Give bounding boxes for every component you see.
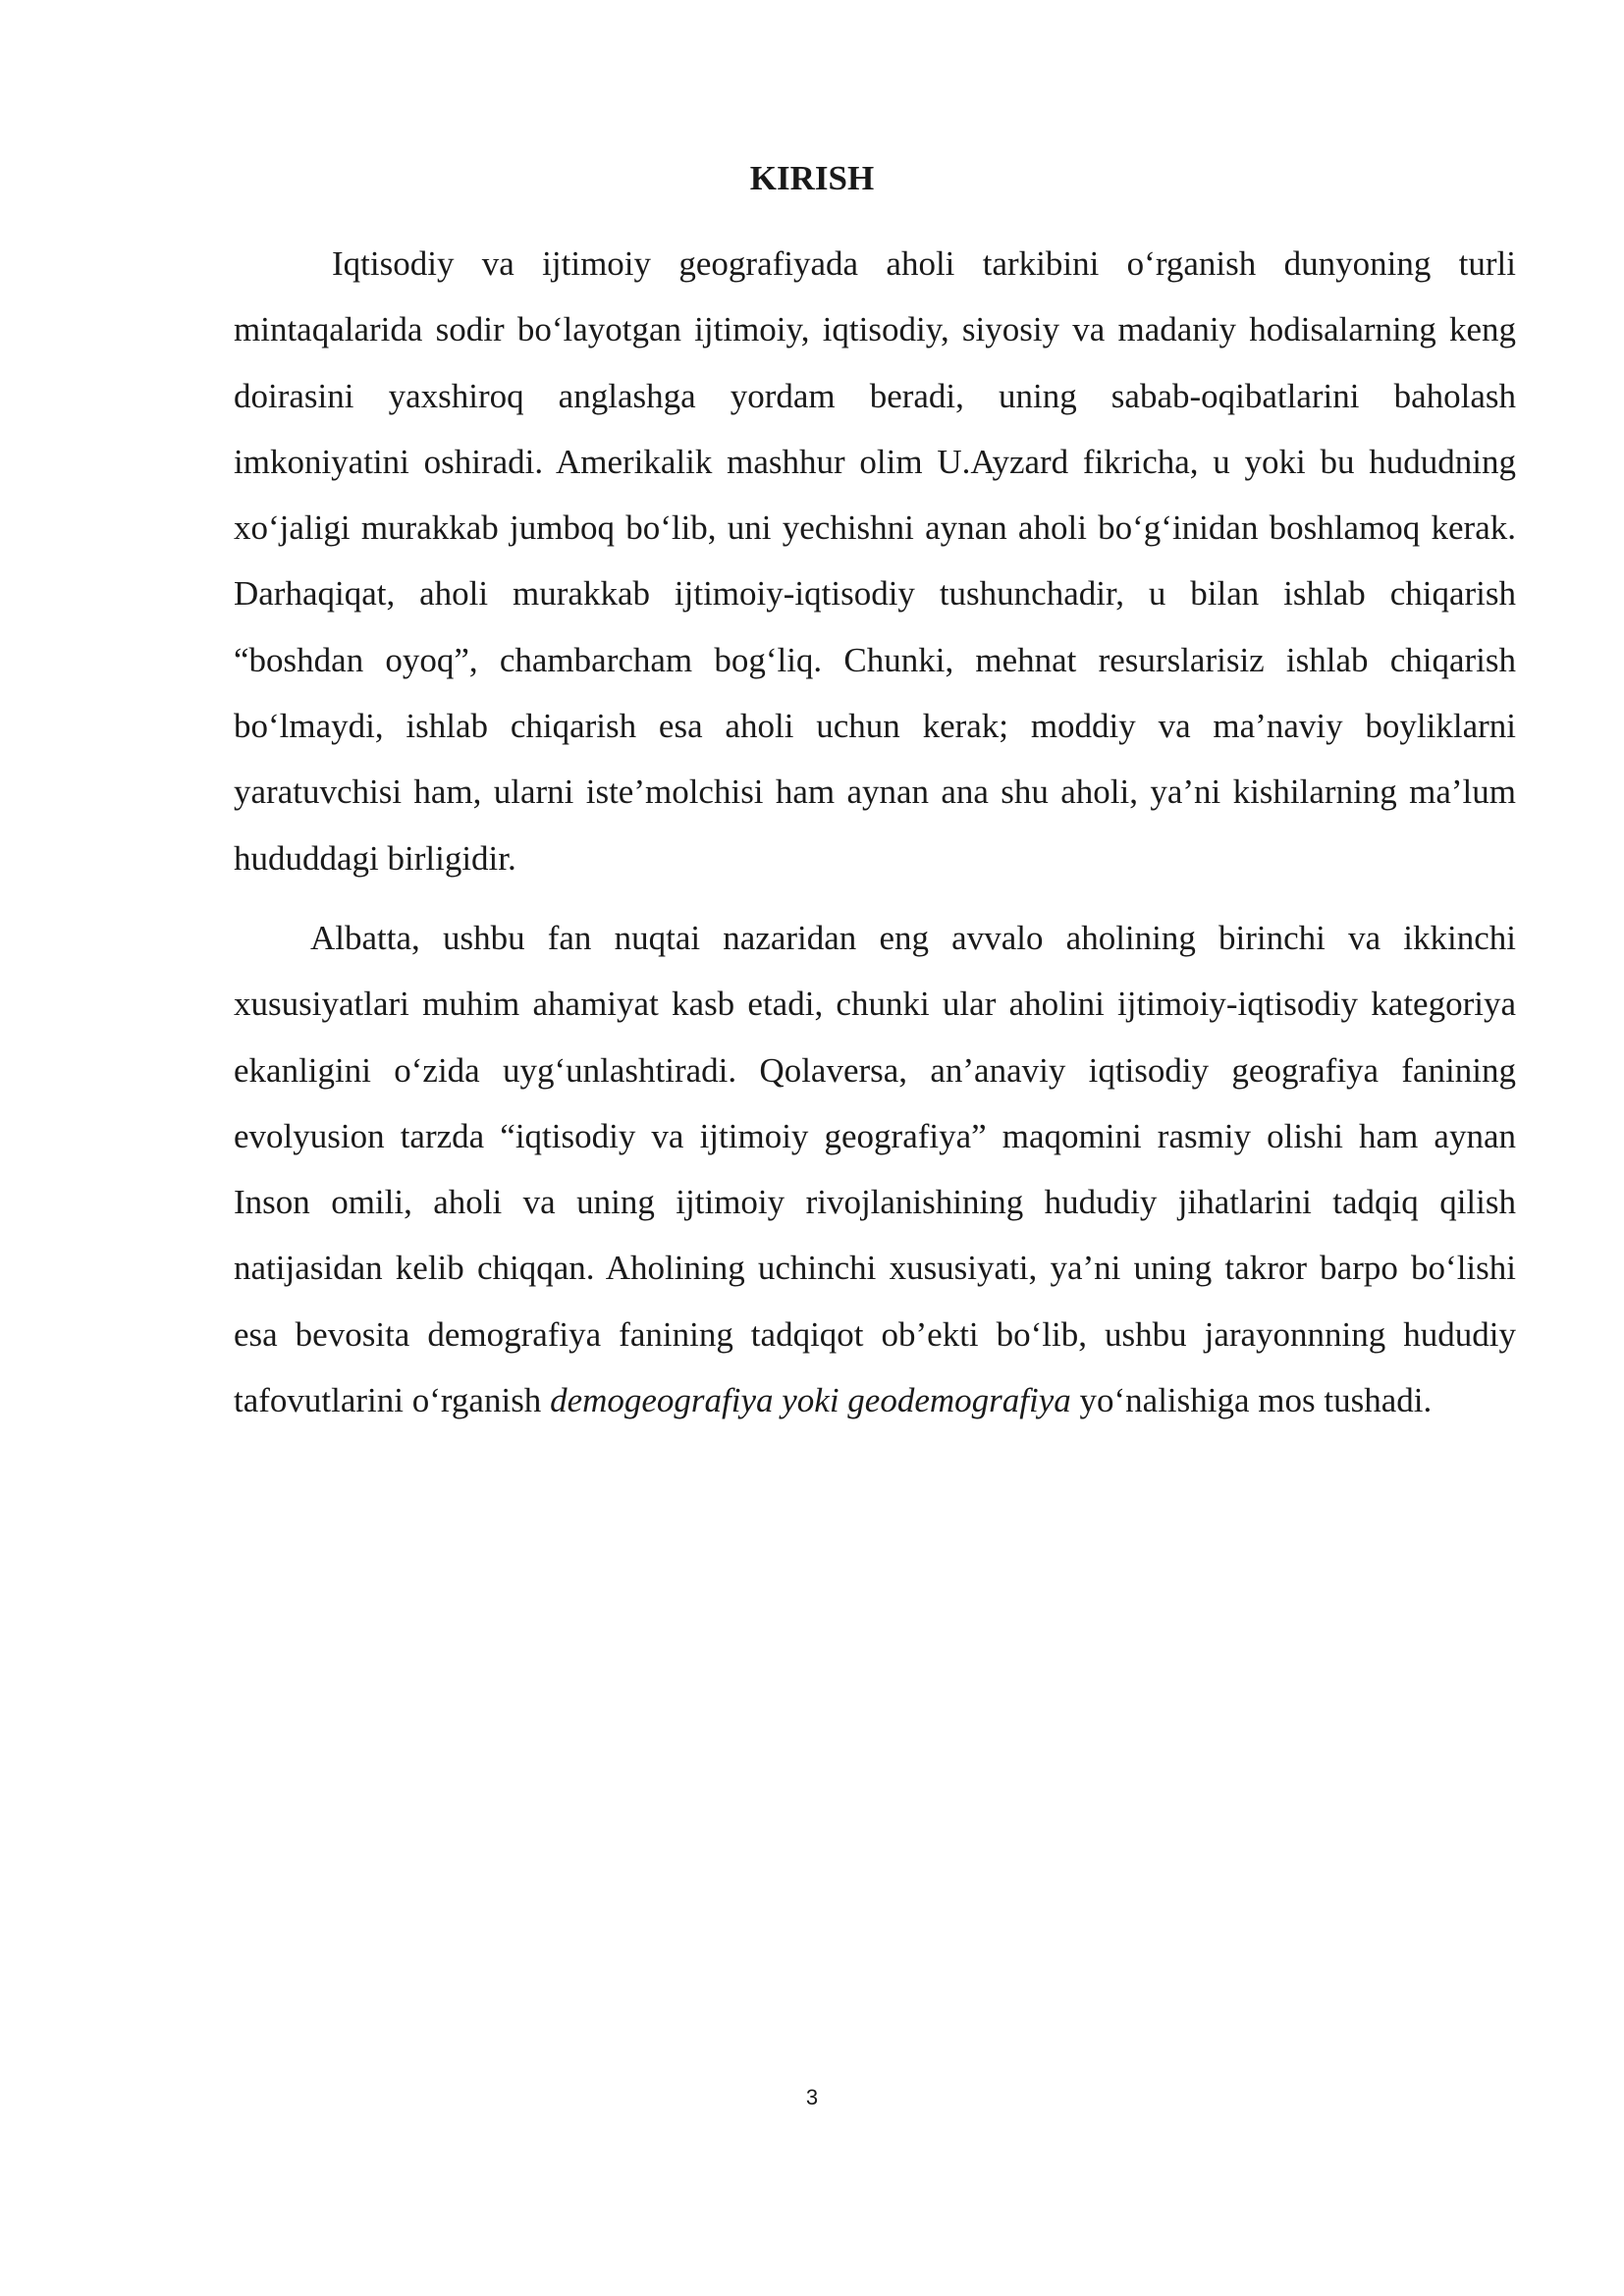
paragraph-2-end: yo‘nalishiga mos tushadi. <box>1079 1381 1433 1420</box>
page-title: KIRISH <box>749 159 875 197</box>
paragraph-2-main: Albatta, ushbu fan nuqtai nazaridan eng avvalo aholining birinchi va ikkinchi xususiyatlari muhim ahamiyat kasb etadi, chunki ular aholini ijtimoiy-iqtisodiy kategoriya ekanligini o‘zida uyg‘unlashtiradi. Qolaversa, an’anaviy iqtisodiy geografiya fanining evolyusion tarzda “iqtisodiy va ijtimoiy geografiya” maqomini rasmiy olishi ham aynan Inson omili, aholi va uning ijtimoiy rivojlanishining hududiy jihatlarini tadqiq qilish natijasidan kelib chiqqan. Aholining uchinchi xususiyati, ya’ni uning takror barpo bo‘lishi esa bevosita demografiya fanining tadqiqot ob’ekti bo‘lib, ushbu jarayonnning hududiy tafovutlarini o‘rganish <box>234 918 1516 1420</box>
paragraph-2-italic-term: demogeografiya yoki geodemografiya <box>550 1381 1071 1420</box>
page-number: 3 <box>805 2085 819 2109</box>
paragraph-1: Iqtisodiy va ijtimoiy geografiyada aholi tarkibini o‘rganish dunyoning turli mintaqalarida sodir bo‘layotgan ijtimoiy, iqtisodiy, siyosiy va madaniy hodisalarning keng doirasini yaxshiroq anglashga yordam beradi, uning sabab-oqibatlarini baholash imkoniyatini oshiradi. Amerikalik mashhur olim U.Ayzard fikricha, u yoki bu hududning xo‘jaligi murakkab jumboq bo‘lib, uni yechishni aynan aholi bo‘g‘inidan boshlamoq kerak. Darhaqiqat, aholi murakkab ijtimoiy-iqtisodiy tushunchadir, u bilan ishlab chiqarish “boshdan oyoq”, chambarcham bog‘liq. Chunki, mehnat resurslarisiz ishlab chiqarish bo‘lmaydi, ishlab chiqarish esa aholi uchun kerak; moddiy va ma’naviy boyliklarni yaratuvchisi ham, ularni iste’molchisi ham aynan ana shu aholi, ya’ni kishilarning ma’lum hududdagi birligidir. <box>234 244 1516 878</box>
paragraph-2 <box>234 905 1516 1433</box>
body-text <box>234 231 1516 1433</box>
